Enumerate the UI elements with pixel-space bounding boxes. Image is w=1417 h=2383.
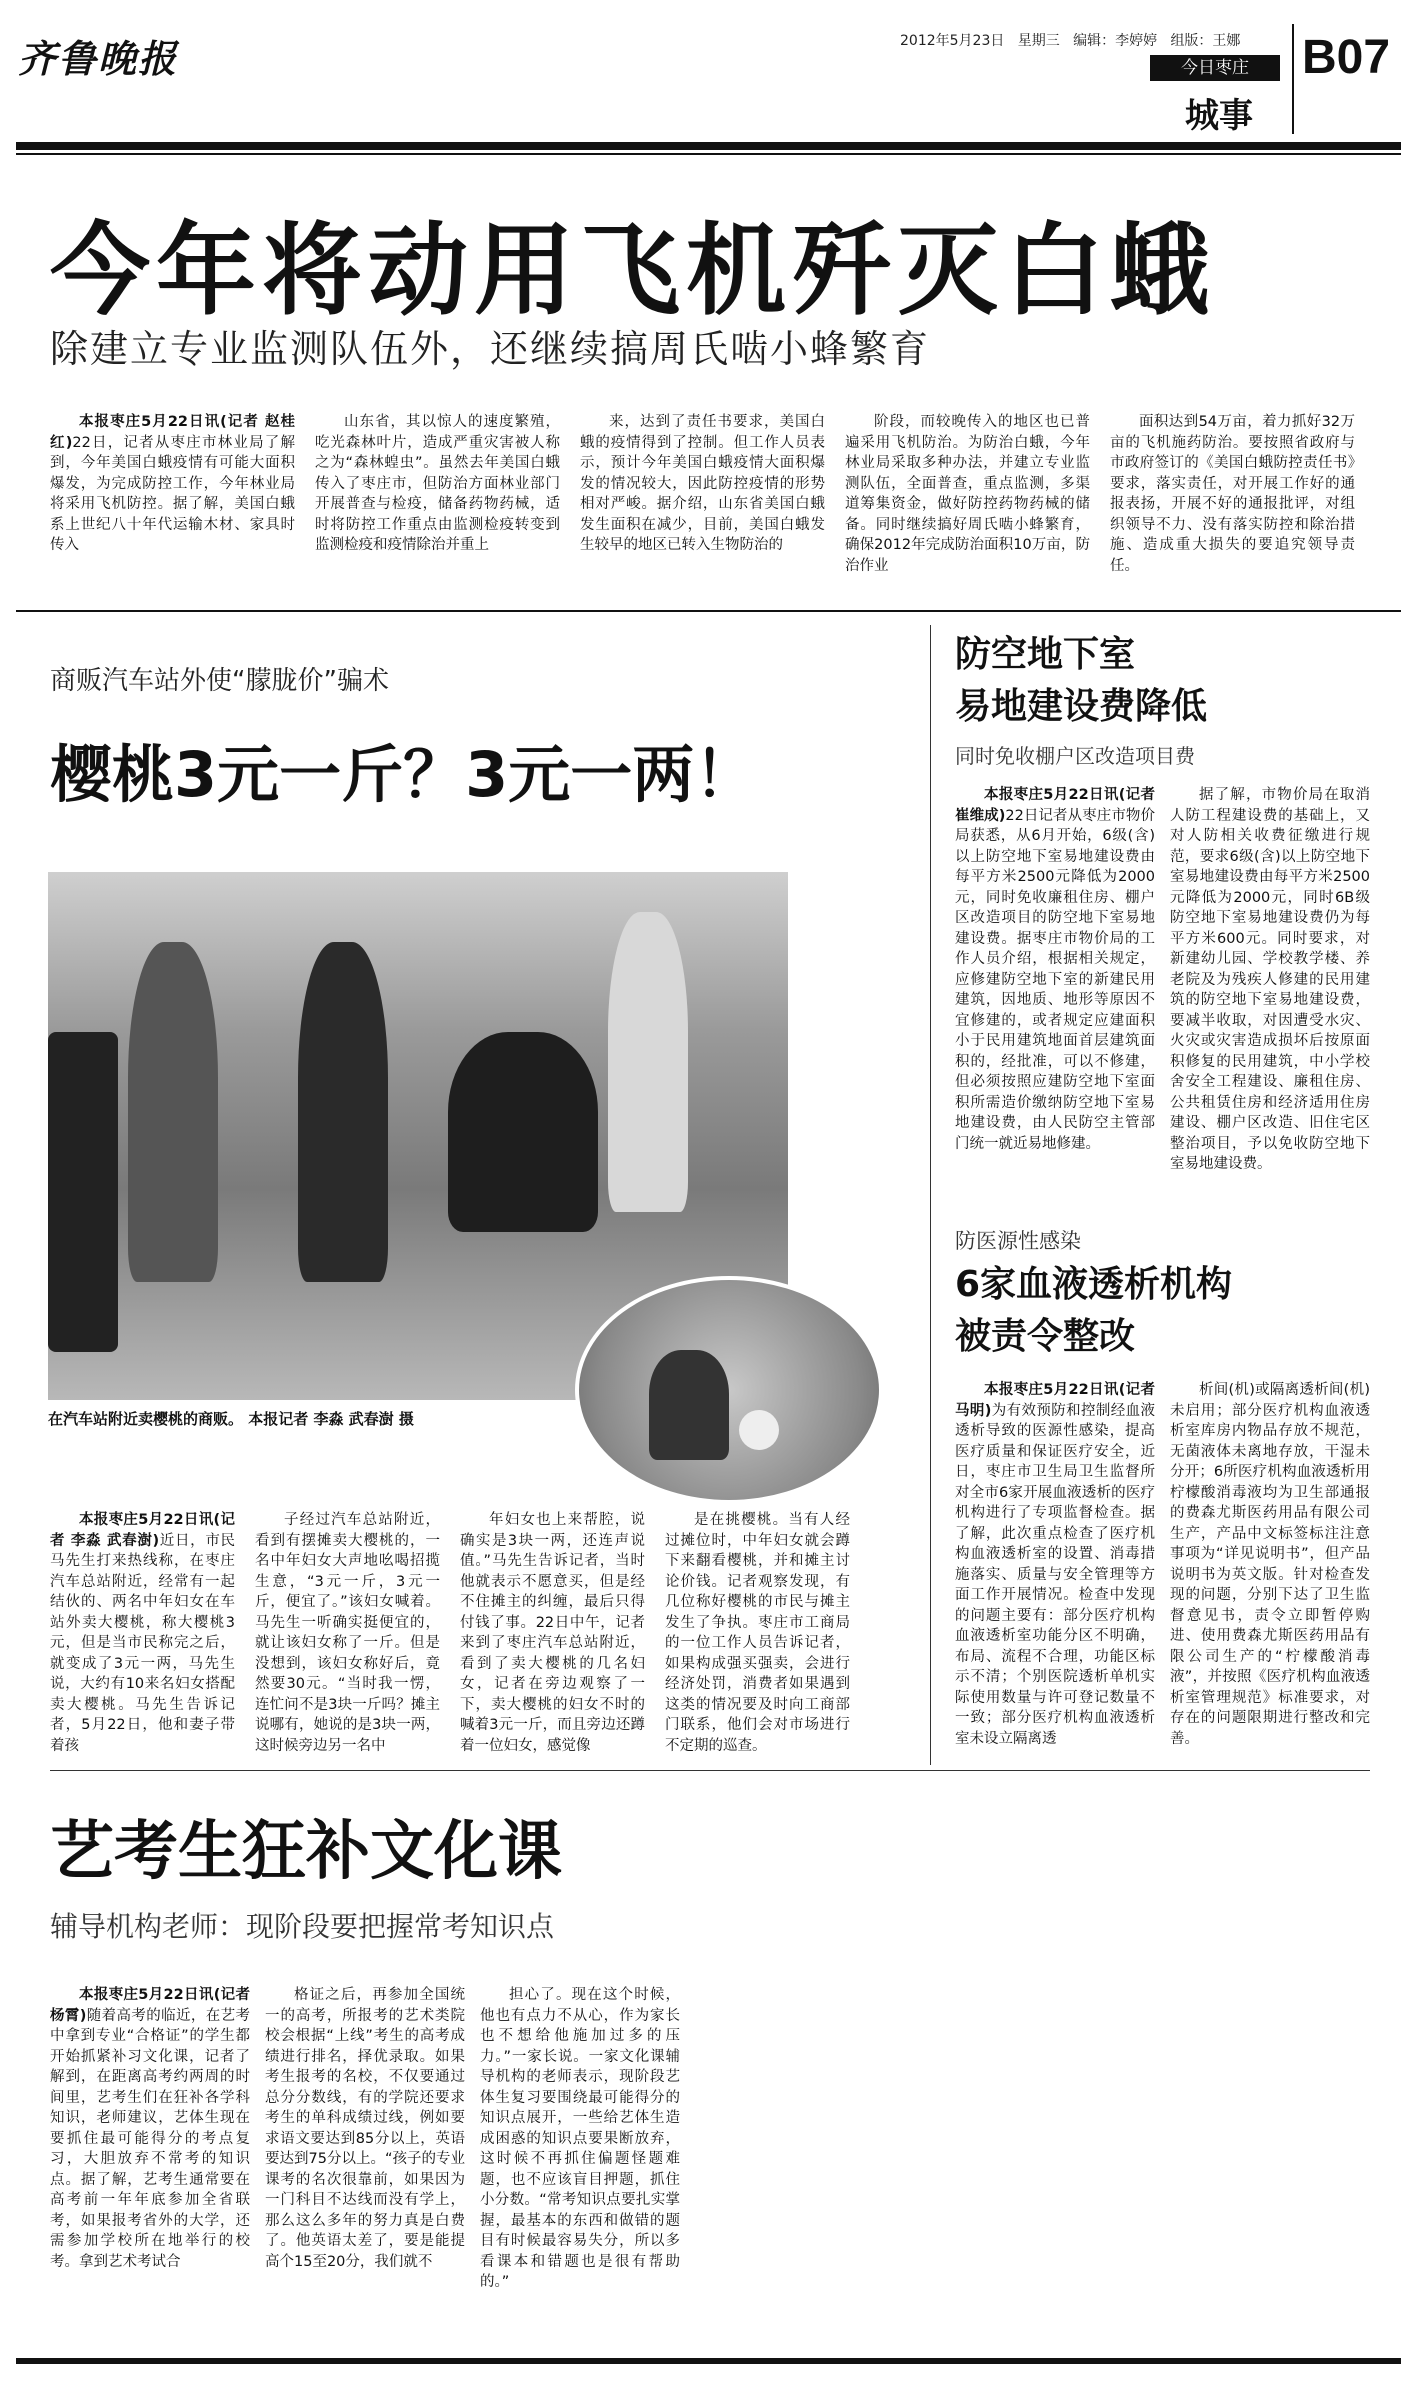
article1-text-2: 山东省，其以惊人的速度繁殖，吃光森林叶片，造成严重灾害被人称之为“森林蝗虫”。虽然去年美国白蛾传入了枣庄市，但防治方面林业部门开展普查与检疫，储备药物药械，适时将防控工作重点由监测检疫转变到监测检疫和疫情除治并重上: [315, 414, 560, 553]
article2-byline: 本报枣庄5月22日讯(记者 李淼 武春澍): [50, 1512, 235, 1549]
article2-col-4: [665, 1510, 850, 1756]
article2-title: 樱桃3元一斤？3元一两！: [50, 738, 757, 811]
article1-text-5: 面积达到54万亩，着力抓好32万亩的飞机施药防治。要按照省政府与市政府签订的《美国白蛾防控责任书》要求，落实责任，对开展工作好的通报表扬，开展不好的通报批评，对组织领导不力、没有落实防控和除治措施、造成重大损失的要追究领导责任。: [1110, 414, 1355, 574]
article1-col-3: [580, 412, 825, 556]
article4-title-line2: 被责令整改: [955, 1316, 1136, 1357]
editor-credit: 编辑：李婷婷: [1073, 33, 1158, 49]
newspaper-logo: 齐鲁晚报: [18, 36, 179, 81]
masthead-divider: [1292, 24, 1294, 134]
article2-text-3: 年妇女也上来帮腔，说确实是3块一两，还连声说值。”马先生告诉记者，当时他就表示不愿意买，但是经不住摊主的纠缠，最后只得付钱了事。22日中午，记者来到了枣庄汽车总站附近，看到了卖大樱桃的几名妇女，记者在旁边观察了一下，卖大樱桃的妇女不时的喊着3元一斤，而且旁边还蹲着一位妇女，感觉像: [460, 1512, 645, 1754]
article3-text-2: 据了解，市物价局在取消人防工程建设费的基础上，又对人防相关收费征缴进行规范，要求6级(含)以上防空地下室易地建设费由每平方米2500元降低为2000元，同时6B级防空地下室易地建设费仍为每平方米600元。同时要求，对新建幼儿园、学校教学楼、养老院及为残疾人修建的民用建筑的防空地下室易地建设费，要减半收取，对因遭受水灾、火灾或灾害造成损坏后按原面积修复的民用建筑，中小学校舍安全工程建设、廉租住房、公共租赁住房和经济适用住房建设、棚户区改造、旧住宅区整治项目，予以免收防空地下室易地建设费。: [1170, 787, 1370, 1172]
issue-meta: [900, 30, 1240, 50]
article2-text-1: 近日，市民马先生打来热线称，在枣庄汽车总站附近，经常有一起结伙的、两名中年妇女在车站外卖大樱桃，称大樱桃3元，但是当市民称完之后，就变成了3元一两，马先生说，大约有10来名妇女搭配卖大樱桃。马先生告诉记者，5月22日，他和妻子带着孩: [50, 1532, 235, 1754]
masthead-rule-thin: [16, 153, 1401, 155]
article4-col-1: [955, 1380, 1155, 1749]
article5-byline: 本报枣庄5月22日讯(记者 杨霄): [50, 1987, 250, 2024]
article5-title: 艺考生狂补文化课: [50, 1815, 562, 1889]
layout-credit: 组版：王娜: [1170, 33, 1241, 49]
section-name: 城事: [1185, 96, 1253, 136]
article4-kicker: 防医源性感染: [955, 1229, 1081, 1253]
article1-col-1: [50, 412, 295, 556]
article3-byline: 本报枣庄5月22日讯(记者 崔维成): [955, 787, 1155, 824]
article1-text-4: 阶段，而较晚传入的地区也已普遍采用飞机防治。为防治白蛾，今年林业局采取多种办法，并建立专业监测队伍，全面普查，重点监测，多渠道筹集资金，做好防控药物药械的储备。同时继续搞好周氏啮小蜂繁育，确保2012年完成防治面积10万亩，防治作业: [845, 414, 1090, 574]
article3-col-2: [1170, 785, 1370, 1175]
article4-byline: 本报枣庄5月22日讯(记者 马明): [955, 1382, 1155, 1419]
column-divider: [930, 625, 931, 1765]
photo-figure-center: [298, 942, 388, 1282]
article2-col-1: [50, 1510, 235, 1756]
article1-title: 今年将动用飞机歼灭白蛾: [50, 212, 1216, 329]
section-rule-2: [50, 1770, 1370, 1771]
article3-text-1: 22日记者从枣庄市物价局获悉，从6月开始，6级(含)以上防空地下室易地建设费由每平方米2500元降低为2000元，同时免收廉租住房、棚户区改造项目的防空地下室易地建设费。据枣庄市物价局的工作人员介绍，根据相关规定，应修建防空地下室的新建民用建筑，因地质、地形等原因不宜修建的，或者规定应建面积小于民用建筑地面首层建筑面积的，经批准，可以不修建，但必须按照应建防空地下室面积所需造价缴纳防空地下室易地建设费，由人民防空主管部门统一就近易地修建。: [955, 807, 1155, 1152]
article1-col-4: [845, 412, 1090, 576]
issue-weekday: 星期三: [1017, 33, 1060, 49]
article1-text-1: 22日，记者从枣庄市林业局了解到，今年美国白蛾疫情有可能大面积爆发，为完成防控工作，今年林业局将采用飞机防控。据了解，美国白蛾系上世纪八十年代运输木材、家具时传入: [50, 434, 295, 553]
cherry-vendor-inset-photo: [575, 1276, 883, 1504]
article1-col-5: [1110, 412, 1355, 576]
article4-text-2: 析间(机)或隔离透析间(机)未启用；部分医疗机构血液透析室库房内物品存放不规范，无菌液体未离地存放，干湿未分开；6所医疗机构血液透析用柠檬酸消毒液均为卫生部通报的费森尤斯医药用品有限公司生产，产品中文标签标注注意事项为“详见说明书”，但产品说明书为英文版。针对检查发现的问题，分别下达了卫生监督意见书，责令立即暂停购进、使用费森尤斯医药用品有限公司生产的“柠檬酸消毒液”，并按照《医疗机构血液透析室管理规范》标准要求，对存在的问题限期进行整改和完善。: [1170, 1382, 1370, 1747]
article1-byline: 本报枣庄5月22日讯(记者 赵桂红): [50, 414, 295, 451]
photo-figure-right: [608, 912, 688, 1212]
article3-subtitle: 同时免收棚户区改造项目费: [955, 744, 1195, 768]
section-tag: 今日枣庄: [1150, 55, 1280, 81]
article2-col-2: [255, 1510, 440, 1756]
article1-subtitle: 除建立专业监测队伍外，还继续搞周氏啮小蜂繁育: [50, 327, 931, 371]
article5-col-2: [265, 1985, 465, 2272]
article2-text-2: 子经过汽车总站附近，看到有摆摊卖大樱桃的，一名中年妇女大声地吆喝招揽生意，“3元一斤，3元一斤，便宜了。”该妇女喊着。马先生一听确实挺便宜的，就让该妇女称了一斤。但是没想到，该妇女称好后，竟然要30元。“当时我一愣，连忙问不是3块一斤吗？摊主说哪有，她说的是3块一两，这时候旁边另一名中: [255, 1512, 440, 1754]
article2-text-4: 是在挑樱桃。当有人经过摊位时，中年妇女就会蹲下来翻看樱桃，并和摊主讨论价钱。记者观察发现，有几位称好樱桃的市民与摊主发生了争执。枣庄市工商局的一位工作人员告诉记者，如果构成强买强卖，会进行经济处罚，消费者如果遇到这类的情况要及时向工商部门联系，他们会对市场进行不定期的巡查。: [665, 1512, 850, 1754]
footer-rule: [16, 2358, 1401, 2364]
article5-text-3: 担心了。现在这个时候，他也有点力不从心，作为家长也不想给他施加过多的压力。”一家长说。一家文化课辅导机构的老师表示，现阶段艺体生复习要围绕最可能得分的知识点展开，一些给艺体生造成困惑的知识点要果断放弃，这时候不再抓住偏题怪题难题，也不应该盲目押题，抓住小分数。“常考知识点要扎实掌握，最基本的东西和做错的题目有时候最容易失分，所以多看课本和错题也是很有帮助的。”: [480, 1987, 680, 2290]
article2-kicker: 商贩汽车站外使“朦胧价”骗术: [50, 666, 389, 696]
article5-text-2: 格证之后，再参加全国统一的高考，所报考的艺术类院校会根据“上线”考生的高考成绩进行排名，择优录取。如果考生报考的名校，不仅要通过总分分数线，有的学院还要求考生的单科成绩过线，例如要求语文要达到85分以上，英语要达到75分以上。“孩子的专业课考的名次很靠前，如果因为一门科目不达线而没有学上，那么这么多年的努力真是白费了。他英语太差了，要是能提高个15至20分，我们就不: [265, 1987, 465, 2270]
article1-col-2: [315, 412, 560, 556]
photo-figure-seated: [448, 1032, 598, 1232]
article5-text-1: 随着高考的临近，在艺考中拿到专业“合格证”的学生都开始抓紧补习文化课，记者了解到，在距离高考约两周的时间里，艺考生们在狂补各学科知识，老师建议，艺体生现在要抓住最可能得分的考点复习，大胆放弃不常考的知识点。据了解，艺考生通常要在高考前一年年底参加全省联考，如果报考省外的大学，还需参加学校所在地举行的校考。拿到艺术考试合: [50, 2007, 250, 2270]
page-number: B07: [1302, 31, 1391, 84]
article2-col-3: [460, 1510, 645, 1756]
article4-text-1: 为有效预防和控制经血液透析导致的医源性感染，提高医疗质量和保证医疗安全，近日，枣庄市卫生局卫生监督所对全市6家开展血液透析的医疗机构进行了专项监督检查。据了解，此次重点检查了医疗机构血液透析室的设置、消毒措施落实、质量与安全管理等方面工作开展情况。检查中发现的问题主要有：部分医疗机构血液透析室功能分区不明确，布局、流程不合理，功能区标示不清；个别医院透析单机实际使用数量与许可登记数量不一致；部分医疗机构血液透析室未设立隔离透: [955, 1402, 1155, 1747]
article5-subtitle: 辅导机构老师：现阶段要把握常考知识点: [50, 1910, 555, 1943]
article4-col-2: [1170, 1380, 1370, 1749]
section-rule-1: [16, 610, 1401, 612]
inset-basket: [739, 1410, 779, 1450]
article5-col-1: [50, 1985, 250, 2272]
article1-text-3: 来，达到了责任书要求，美国白蛾的疫情得到了控制。但工作人员表示，预计今年美国白蛾疫情大面积爆发的情况较大，因此防控疫情的形势相对严峻。据介绍，山东省美国白蛾发生面积在减少，目前，美国白蛾发生较早的地区已转入生物防治的: [580, 414, 825, 553]
article4-title-line1: 6家血液透析机构: [955, 1264, 1233, 1305]
inset-figure: [649, 1350, 729, 1460]
photo-vehicle: [48, 1032, 118, 1352]
article3-title-line2: 易地建设费降低: [955, 686, 1208, 727]
article3-col-1: [955, 785, 1155, 1154]
article3-title-line1: 防空地下室: [955, 634, 1136, 675]
issue-date: 2012年5月23日: [900, 33, 1005, 49]
article5-col-3: [480, 1985, 680, 2293]
masthead-rule: [16, 142, 1401, 150]
photo-figure-left: [128, 942, 218, 1282]
photo-caption: 在汽车站附近卖樱桃的商贩。 本报记者 李淼 武春澍 摄: [48, 1410, 414, 1428]
